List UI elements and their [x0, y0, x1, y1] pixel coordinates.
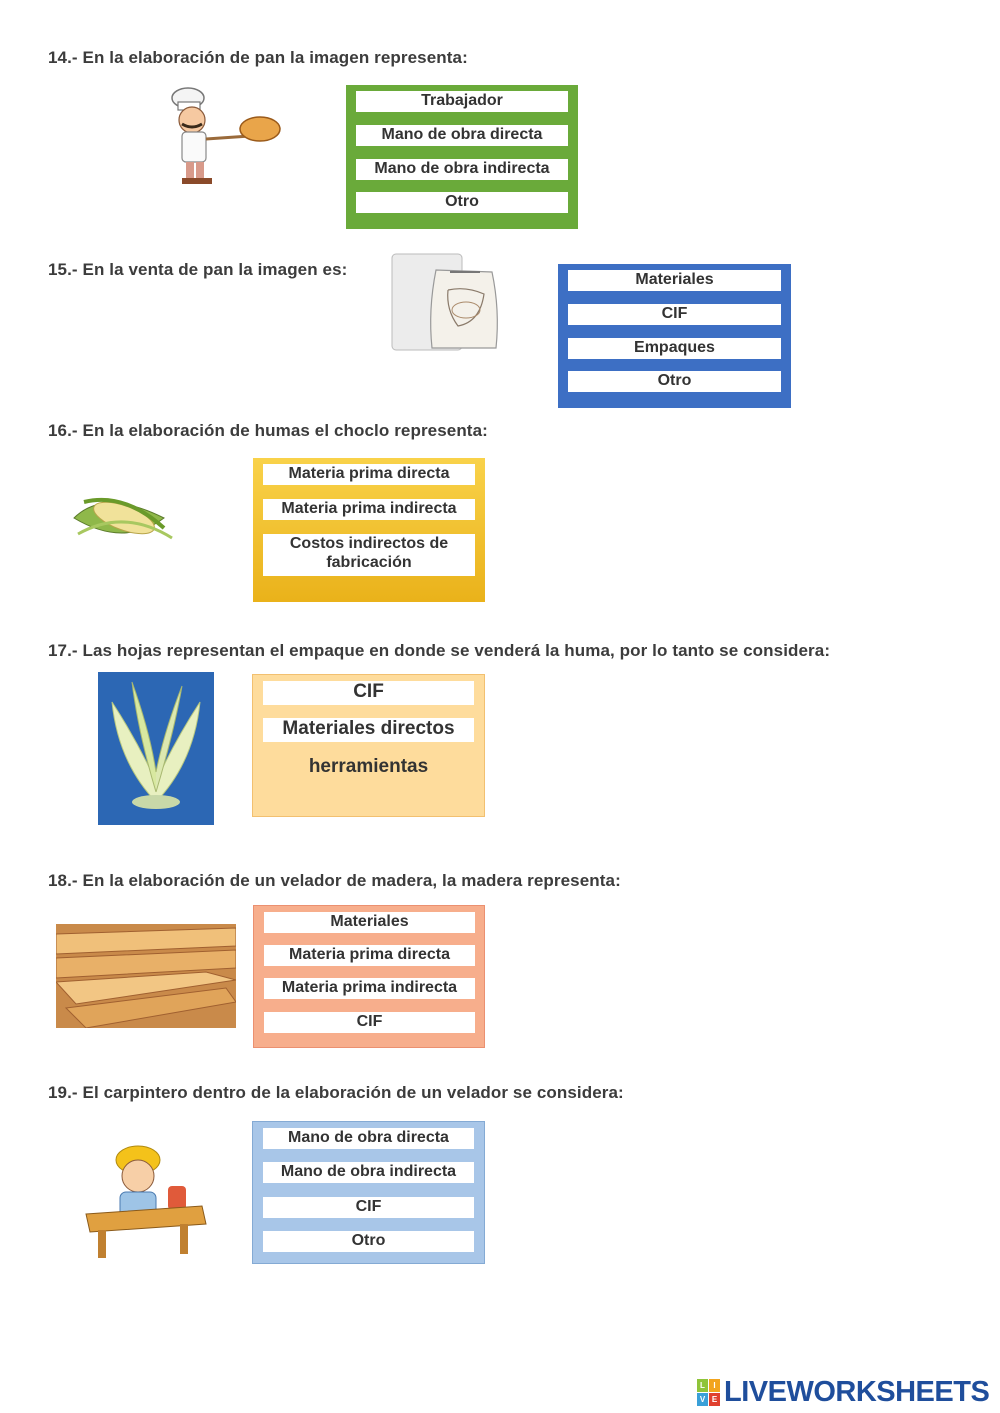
- logo-tile: I: [709, 1379, 720, 1392]
- option-empaques[interactable]: Empaques: [568, 338, 781, 359]
- option-mano-de-obra-indirecta[interactable]: Mano de obra indirecta: [263, 1162, 474, 1183]
- option-materia-prima-indirecta[interactable]: Materia prima indirecta: [264, 978, 475, 999]
- option-cif[interactable]: CIF: [264, 1012, 475, 1033]
- option-mano-de-obra-directa[interactable]: Mano de obra directa: [356, 125, 568, 146]
- answer-box-15: [558, 264, 791, 408]
- corn-icon: [64, 478, 179, 550]
- logo-tile: L: [697, 1379, 708, 1392]
- logo-tile: E: [709, 1393, 720, 1406]
- answer-box-18: [253, 905, 485, 1048]
- option-cif[interactable]: CIF: [568, 304, 781, 325]
- answer-box-17: [252, 674, 485, 817]
- question-14: 14.- En la elaboración de pan la imagen representa:: [48, 48, 468, 67]
- option-otro[interactable]: Otro: [356, 192, 568, 213]
- liveworksheets-logo: [697, 1376, 989, 1409]
- question-15: 15.- En la venta de pan la imagen es:: [48, 260, 348, 279]
- option-otro[interactable]: Otro: [568, 371, 781, 392]
- logo-tiles-icon: [697, 1379, 720, 1406]
- option-trabajador[interactable]: Trabajador: [356, 91, 568, 112]
- question-18: 18.- En la elaboración de un velador de madera, la madera representa:: [48, 871, 621, 890]
- baker-icon: [160, 84, 285, 189]
- option-otro[interactable]: Otro: [263, 1231, 474, 1252]
- question-19: 19.- El carpintero dentro de la elaboración de un velador se considera:: [48, 1083, 624, 1102]
- wood-planks-icon: [56, 924, 236, 1028]
- logo-tile: V: [697, 1393, 708, 1406]
- answer-box-14: [346, 85, 578, 229]
- answer-box-16: [253, 458, 485, 602]
- corn-husks-icon: [98, 672, 214, 825]
- option-mano-de-obra-directa[interactable]: Mano de obra directa: [263, 1128, 474, 1149]
- question-17: 17.- Las hojas representan el empaque en donde se venderá la huma, por lo tanto se considera:: [48, 641, 831, 660]
- option-herramientas[interactable]: herramientas: [308, 756, 429, 777]
- option-mano-de-obra-indirecta[interactable]: Mano de obra indirecta: [356, 159, 568, 180]
- option-materia-prima-directa[interactable]: Materia prima directa: [263, 464, 475, 485]
- answer-box-19: [252, 1121, 485, 1264]
- option-materiales-directos[interactable]: Materiales directos: [263, 718, 474, 742]
- option-cif[interactable]: CIF: [263, 681, 474, 705]
- option-materiales[interactable]: Materiales: [264, 912, 475, 933]
- option-materiales[interactable]: Materiales: [568, 270, 781, 291]
- option-cif[interactable]: CIF: [263, 1197, 474, 1218]
- logo-text: LIVEWORKSHEETS: [724, 1376, 990, 1408]
- option-costos-indirectos[interactable]: Costos indirectos de fabricación: [263, 534, 475, 576]
- option-materia-prima-directa[interactable]: Materia prima directa: [264, 945, 475, 966]
- bread-bags-icon: [388, 250, 506, 358]
- option-materia-prima-indirecta[interactable]: Materia prima indirecta: [263, 499, 475, 520]
- carpenter-icon: [80, 1140, 210, 1262]
- question-16: 16.- En la elaboración de humas el choclo representa:: [48, 421, 488, 440]
